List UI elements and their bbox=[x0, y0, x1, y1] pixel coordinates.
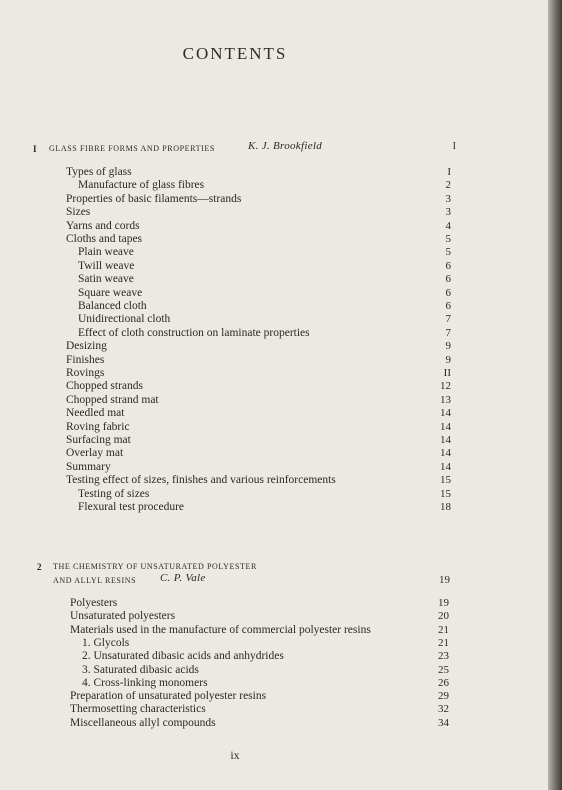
toc-entry: Chopped strands bbox=[66, 380, 143, 393]
toc-entry: Flexural test procedure bbox=[78, 501, 185, 513]
toc-entry-page: 14 bbox=[440, 460, 451, 473]
toc-entry: Plain weave bbox=[78, 246, 134, 259]
toc-entry-page: 34 bbox=[438, 716, 449, 729]
toc-entry-page: 13 bbox=[440, 393, 451, 406]
toc-entry: Unidirectional cloth bbox=[78, 313, 171, 326]
toc-entry: Chopped strand mat bbox=[66, 393, 159, 406]
toc-entry-page: 5 bbox=[445, 233, 451, 245]
chapter-1-page: I bbox=[452, 141, 456, 152]
toc-entry: Rovings bbox=[66, 367, 105, 379]
page-number: ix bbox=[230, 748, 240, 762]
chapter-2-author: C. P. Vale bbox=[160, 572, 206, 584]
toc-entry-page: 26 bbox=[438, 676, 449, 689]
toc-entry: Materials used in the manufacture of commercial polyester resins bbox=[70, 623, 371, 636]
toc-entry-page: 21 bbox=[438, 636, 449, 649]
toc-entry-page: 6 bbox=[445, 259, 451, 272]
chapter-2-page: 19 bbox=[439, 574, 450, 586]
chapter-1-heading: GLASS FIBRE FORMS AND PROPERTIES bbox=[49, 144, 215, 153]
toc-entry-page: 25 bbox=[438, 663, 449, 676]
toc-entry: Types of glass bbox=[66, 166, 132, 178]
chapter-1-author: K. J. Brookfield bbox=[248, 140, 323, 152]
toc-entry-page: 5 bbox=[445, 246, 451, 259]
toc-entry-page: 14 bbox=[440, 434, 451, 446]
toc-entry: 2. Unsaturated dibasic acids and anhydrides bbox=[82, 650, 284, 663]
toc-entry: Preparation of unsaturated polyester resins bbox=[70, 690, 267, 703]
toc-entry-page: 15 bbox=[440, 487, 451, 500]
toc-entry-page: 7 bbox=[445, 326, 451, 339]
toc-entry: Thermosetting characteristics bbox=[70, 703, 206, 716]
toc-entry: Cloths and tapes bbox=[66, 233, 143, 245]
chapter-2-heading-line1: THE CHEMISTRY OF UNSATURATED POLYESTER bbox=[53, 562, 257, 571]
toc-entry-page: 23 bbox=[438, 650, 449, 663]
toc-entry: Surfacing mat bbox=[66, 434, 131, 446]
toc-entry-page: 6 bbox=[445, 286, 451, 299]
toc-entry-page: 4 bbox=[445, 219, 451, 232]
toc-entry-page: 19 bbox=[438, 597, 449, 609]
toc-entry-page: 20 bbox=[438, 610, 449, 623]
toc-entry-page: 7 bbox=[445, 313, 451, 326]
toc-entry-page: 3 bbox=[445, 206, 451, 219]
toc-entry: Polyesters bbox=[70, 597, 118, 609]
toc-entry-page: 9 bbox=[445, 353, 451, 366]
toc-entry: Sizes bbox=[66, 206, 91, 219]
toc-entry: Balanced cloth bbox=[78, 300, 147, 312]
toc-entry: 3. Saturated dibasic acids bbox=[82, 663, 199, 676]
toc-entry-page: 15 bbox=[440, 474, 451, 487]
toc-entry-page: 6 bbox=[445, 300, 451, 312]
toc-entry: Manufacture of glass fibres bbox=[78, 179, 205, 192]
toc-entry-page: 6 bbox=[445, 273, 451, 286]
toc-entry: Roving fabric bbox=[66, 420, 130, 433]
toc-entry: 4. Cross-linking monomers bbox=[82, 676, 208, 689]
toc-entry: Unsaturated polyesters bbox=[70, 610, 176, 623]
toc-entry-page: 14 bbox=[440, 447, 451, 460]
toc-entry: Properties of basic filaments—strands bbox=[66, 192, 242, 205]
toc-entry-page: 21 bbox=[438, 623, 449, 636]
toc-entry: 1. Glycols bbox=[82, 636, 130, 649]
toc-entry-page: 9 bbox=[445, 340, 451, 353]
toc-entry-page: 18 bbox=[440, 501, 451, 513]
page-title: CONTENTS bbox=[182, 44, 288, 63]
toc-entry: Finishes bbox=[66, 353, 105, 366]
toc-entry-page: II bbox=[443, 367, 451, 379]
toc-entry-page: 14 bbox=[440, 407, 451, 420]
toc-entry: Square weave bbox=[78, 286, 143, 299]
toc-entry-page: 14 bbox=[440, 420, 451, 433]
book-edge bbox=[548, 0, 562, 790]
toc-entry-page: 29 bbox=[438, 690, 449, 703]
toc-entry: Overlay mat bbox=[66, 447, 124, 460]
toc-entry: Miscellaneous allyl compounds bbox=[70, 716, 216, 729]
toc-entry: Summary bbox=[66, 460, 111, 473]
toc-entry: Testing of sizes bbox=[78, 487, 150, 500]
toc-entry: Effect of cloth construction on laminate properties bbox=[78, 326, 310, 339]
toc-entry: Yarns and cords bbox=[66, 219, 140, 232]
toc-entry-page: 32 bbox=[438, 703, 449, 716]
toc-entry-page: 3 bbox=[445, 192, 451, 205]
toc-entry: Needled mat bbox=[66, 407, 125, 420]
chapter-1-number: I bbox=[33, 144, 37, 154]
toc-entry: Desizing bbox=[66, 340, 107, 353]
toc-entry-page: I bbox=[447, 166, 451, 178]
toc-entry: Satin weave bbox=[78, 273, 134, 286]
chapter-2-number: 2 bbox=[37, 562, 42, 572]
toc-entry: Twill weave bbox=[78, 259, 135, 272]
chapter-2-heading-line2: AND ALLYL RESINS bbox=[53, 576, 137, 585]
toc-entry-page: 12 bbox=[440, 380, 451, 393]
toc-entry-page: 2 bbox=[445, 179, 451, 192]
toc-entry: Testing effect of sizes, finishes and various reinforcements bbox=[66, 474, 336, 487]
